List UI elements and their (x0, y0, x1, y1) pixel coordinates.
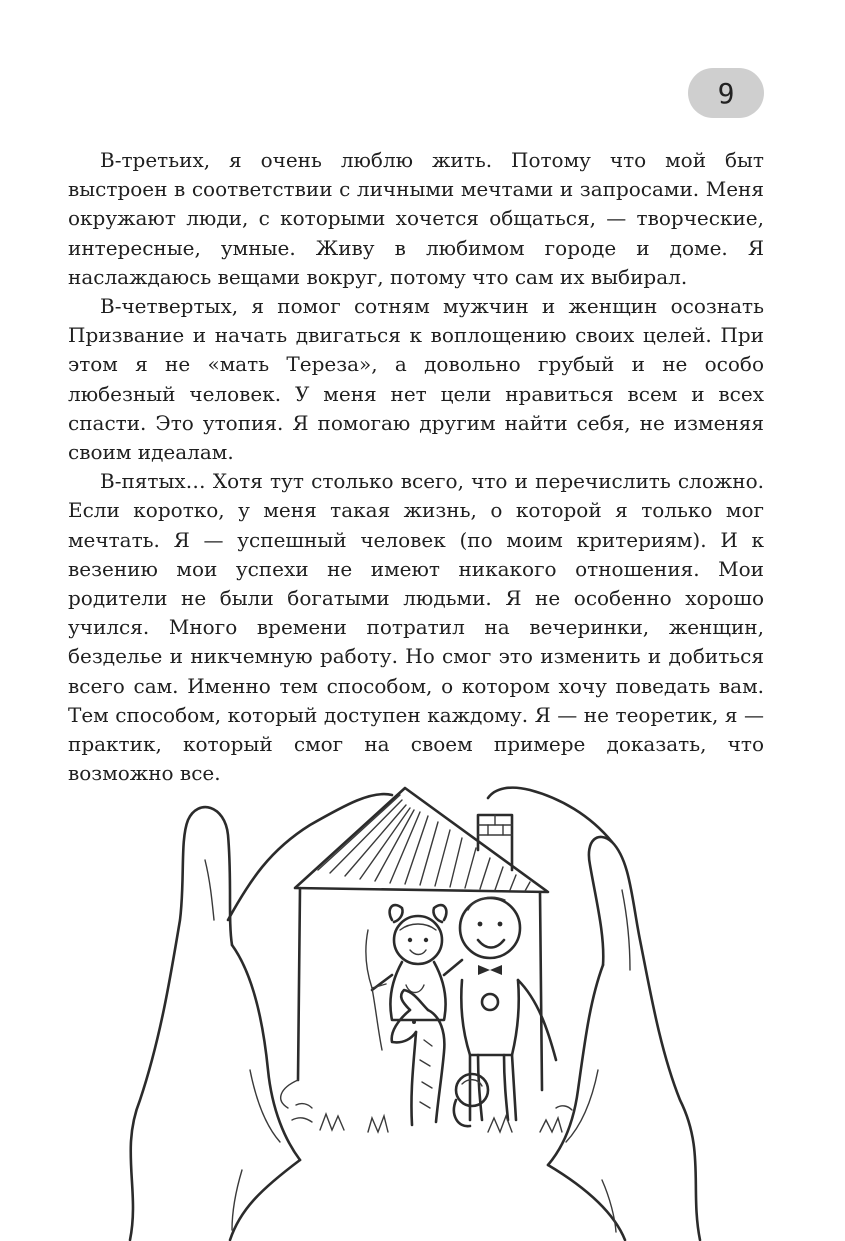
house-walls (281, 888, 542, 1108)
page-number-badge (688, 68, 764, 118)
paragraph-fifth: В-пятых… Хотя тут столько всего, что и перечислить сложно. Если коротко, у меня такая жизнь, о которой я только мог мечтать. Я — успешный человек (по моим критериям). И к везению мои успехи не имеют никакого отношения. Мои родители не были богатыми людьми. Я не особенно хорошо учился. Много времени потратил на вечеринки, женщин, безделье и никчемную работу. Но смог это изменить и добиться всего сам. Именно тем способом, о котором хочу поведать вам. Тем способом, который доступен каждому. Я — не теоретик, я — практик, который смог на своем примере доказать, что возможно все. (68, 469, 764, 786)
paragraph-third: В-третьих, я очень люблю жить. Потому что мой быт выстроен в соответствии с личными мечтами и запросами. Меня окружают люди, с которыми хочется общаться, — творческие, интересные, умные. Живу в любимом городе и доме. Я наслаждаюсь вещами вокруг, потому что сам их выбирал. (68, 148, 764, 289)
page-number: 9 (717, 76, 735, 110)
girl-figure (372, 905, 462, 1020)
hands-holding-house-illustration (0, 770, 845, 1241)
body-text (68, 146, 764, 788)
right-hand (488, 788, 700, 1240)
left-hand (130, 794, 392, 1240)
grass-tufts (292, 1104, 572, 1132)
dog-figure (392, 990, 445, 1125)
paragraph-fourth: В-четвертых, я помог сотням мужчин и женщин осознать Призвание и начать двигаться к воплощению своих целей. При этом я не «мать Тереза», а довольно грубый и не особо любезный человек. У меня нет цели нравиться всем и всех спасти. Это утопия. Я помогаю другим найти себя, не изменяя своим идеалам. (68, 294, 764, 465)
pillow-shape (366, 930, 386, 1050)
house-roof (295, 788, 548, 892)
